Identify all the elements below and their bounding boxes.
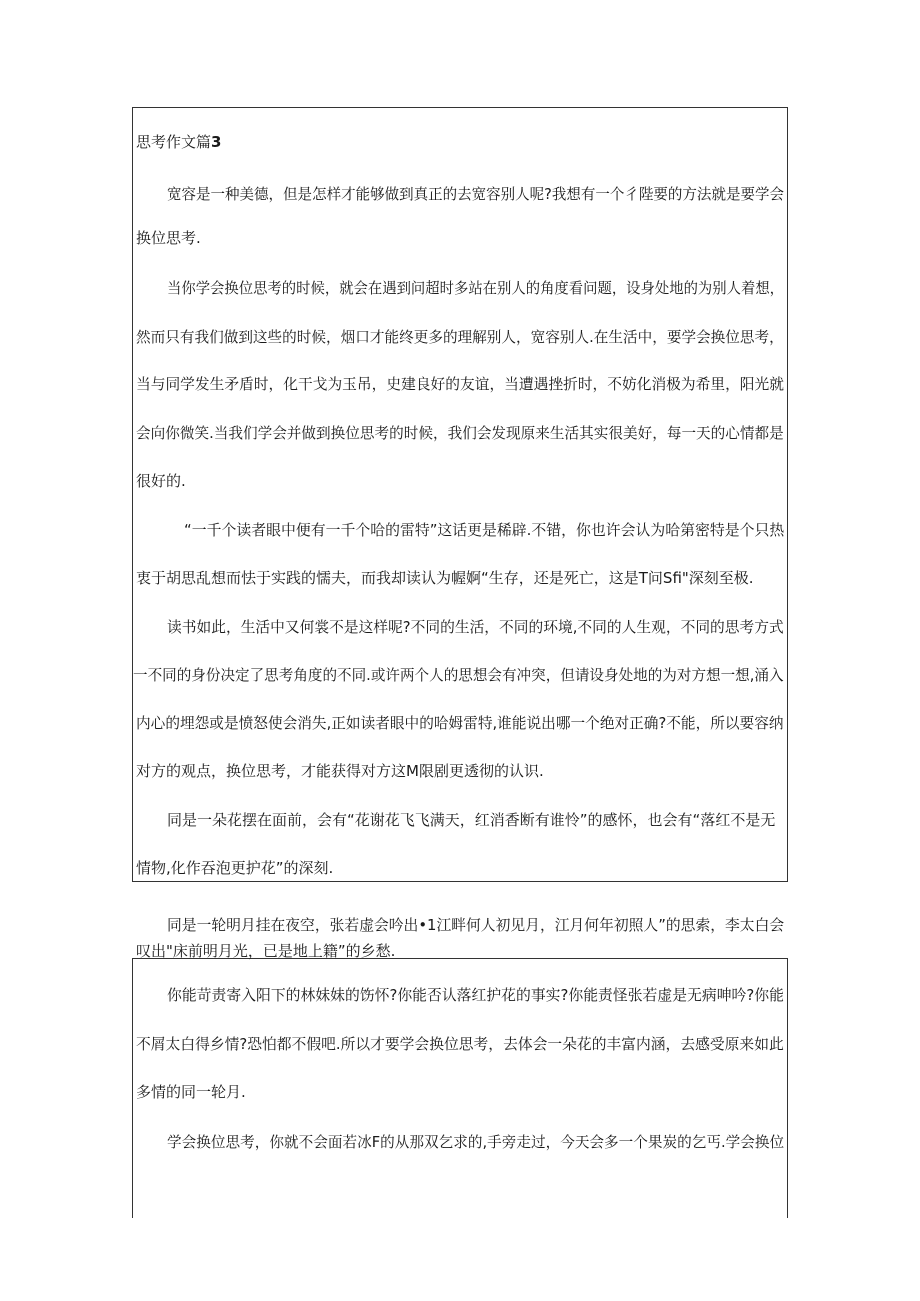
essay-title-text: 思考作文篇 xyxy=(136,133,212,151)
paragraph-line: 然而只有我们做到这些的时候，烟口才能终更多的理解别人，宽容别人.在生活中，要学会换位思考， xyxy=(136,328,784,346)
paragraph-line: 你能苛责寄入阳下的林妹妹的饬怀?你能否认落红护花的事实?你能责怪张若虚是无病呻吟?你能 xyxy=(167,986,784,1004)
paragraph-line: 同是一朵花摆在面前，会有“花谢花飞飞满天，红消香断有谁怜”的感怀，也会有“落红不是无 xyxy=(167,811,776,829)
paragraph-line: 一不同的身份决定了思考角度的不同.或许两个人的思想会有冲突，但请设身处地的为对方想一想,涌入 xyxy=(133,666,784,684)
paragraph-line: “一千个读者眼中便有一千个哈的雷特”这话更是稀辟.不错，你也许会认为哈第密特是个只热 xyxy=(184,521,785,539)
paragraph-line: 很好的. xyxy=(136,472,186,490)
paragraph-line: 对方的观点，换位思考，才能获得对方这M限剧更透彻的认识. xyxy=(136,762,544,780)
paragraph-line: 不屑太白得乡情?恐怕都不假吧.所以才要学会换位思考，去体会一朵花的丰富内涵，去感受原来如此 xyxy=(136,1035,784,1053)
paragraph-line: 换位思考. xyxy=(136,229,201,247)
paragraph-line: 当你学会换位思考的时候，就会在遇到问超时多站在别人的角度看问题，设身处地的为别人着想， xyxy=(167,279,785,297)
paragraph-line: 宽容是一种美德，但是怎样才能够做到真正的去宽容别人呢?我想有一个彳陛要的方法就是要学会 xyxy=(167,185,784,203)
paragraph-line: 内心的埋怨或是愤怒使会消失,正如读者眼中的哈姆雷特,谁能说出哪一个绝对正确?不能，所以要容纳 xyxy=(136,714,784,732)
paragraph-line: 多情的同一轮月. xyxy=(136,1083,246,1101)
paragraph-line: 衷于胡思乱想而怯于实践的懦夫，而我却读认为幄婀“生存，还是死亡，这是T问Sfi"深刻至极. xyxy=(136,569,754,587)
essay-title xyxy=(136,132,221,152)
essay-title-number: 3 xyxy=(211,133,222,151)
paragraph-line: 同是一轮明月挂在夜空，张若虚会吟出•1江畔何人初见月，江月何年初照人”的思索，李太白会 xyxy=(167,916,785,934)
paragraph-line: 情物,化作吞泡更护花”的深刻. xyxy=(136,859,334,877)
paragraph-line: 会向你微笑.当我们学会并做到换位思考的时候，我们会发现原来生活其实很美好，每一天的心情都是 xyxy=(136,424,784,442)
paragraph-line: 读书如此，生活中又何裳不是这样呢?不同的生活，不同的环境,不同的人生观，不同的思考方式 xyxy=(167,618,784,636)
paragraph-line: 学会换位思考，你就不会面若冰F的从那双乞求的,手旁走过，今天会多一个果炭的乞丐.学会换位 xyxy=(167,1133,785,1151)
paragraph-line: 当与同学发生矛盾时，化干戈为玉吊，史建良好的友谊，当遭遇挫折时，不妨化消极为希里，阳光就 xyxy=(136,375,785,393)
paragraph-line: 叹出"床前明月光，已是地上籍”的乡愁. xyxy=(136,942,396,960)
